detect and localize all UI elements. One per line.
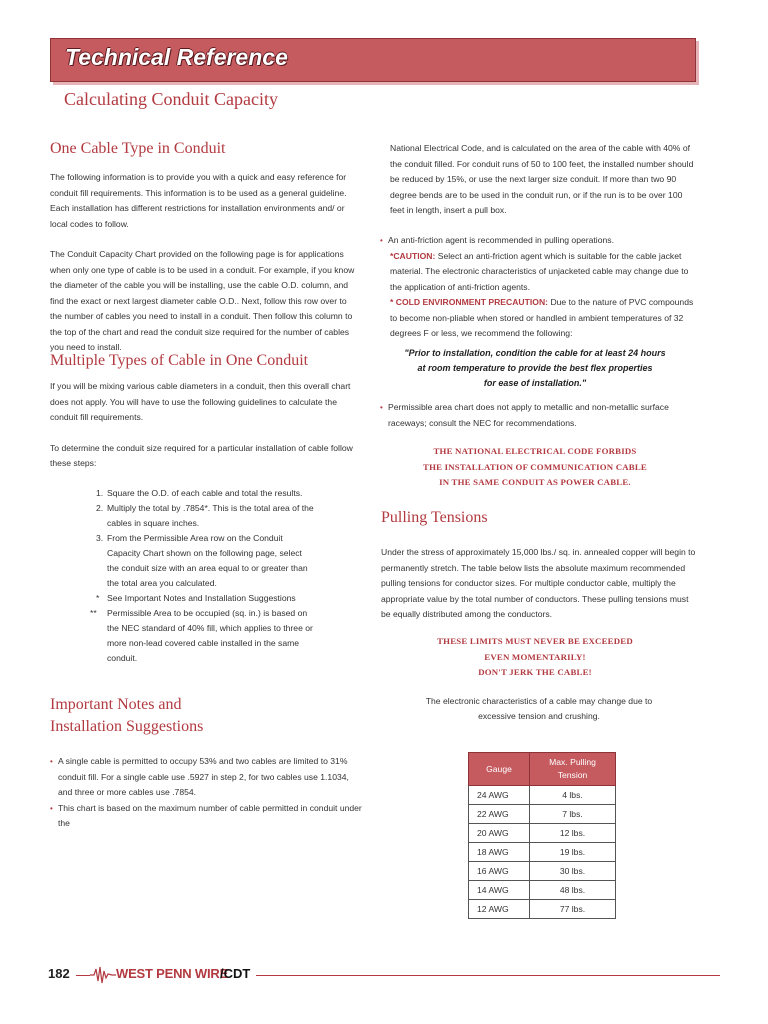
warning-line: DON'T JERK THE CABLE! [478, 667, 592, 677]
paragraph: If you will be mixing various cable diameters in a conduit, then this overall chart does not apply. You will have to use the following guidelines to calculate the conduit fill requirements. [50, 381, 351, 422]
warning-line: THE INSTALLATION OF COMMUNICATION CABLE [423, 461, 647, 472]
gauge-cell: 12 AWG [469, 900, 530, 919]
continued-text: National Electrical Code, and is calculated on the area of the cable with 40% of the conduit filled. For conduit runs of 50 to 100 feet, the installed number should be reduced by 15%, or use the next larger size conduit. If more than two 90 degree bends are to be used in the conduit run, or if the run is to be over 100 feet in length, insert a pull box. [390, 143, 694, 215]
step-text: See Important Notes and Installation Suggestions [107, 593, 296, 603]
table-row [469, 786, 616, 805]
gauge-cell: 20 AWG [469, 824, 530, 843]
gauge-cell: 22 AWG [469, 805, 530, 824]
nec-warning [380, 444, 690, 491]
bullet-icon: • [50, 803, 53, 813]
footer-rule-right [256, 975, 720, 976]
bullet-icon: • [380, 403, 383, 412]
quote-line: for ease of installation." [483, 378, 587, 388]
gauge-cell: 18 AWG [469, 843, 530, 862]
bullet-icon: • [50, 757, 53, 766]
important-notes-list [50, 754, 362, 832]
step-number: 2. [96, 503, 104, 513]
page-subtitle: Calculating Conduit Capacity [64, 89, 278, 109]
tension-change-note [380, 694, 698, 724]
gauge-cell: 24 AWG [469, 786, 530, 805]
conditioning-quote [380, 346, 690, 391]
note-text: This chart is based on the maximum number of cable permitted in conduit under the [58, 802, 362, 828]
title-line: Important Notes and [50, 696, 182, 713]
step-number: 1. [96, 488, 104, 498]
section-title-one-cable: One Cable Type in Conduit [50, 140, 226, 157]
raceway-note [380, 400, 698, 431]
list-item [96, 501, 316, 531]
step-number: 3. [96, 533, 104, 543]
step-text: Permissible Area to be occupied (sq. in.) is based on the NEC standard of 40% fill, which applies to three or more non-lead covered cable installed in the same conduit. [107, 608, 313, 663]
gauge-cell: 14 AWG [469, 881, 530, 900]
step-number: * [96, 593, 100, 603]
list-item [50, 801, 362, 832]
note-line: The electronic characteristics of a cable may change due to [425, 696, 653, 706]
footer-rule-left [76, 975, 90, 976]
cold-text: Due to the nature of PVC compounds to become non-pliable when stored or handled in ambient temperatures of 32 degrees F or less, we recommend the following: [390, 297, 694, 338]
steps-list [90, 486, 316, 666]
gauge-cell: 16 AWG [469, 862, 530, 881]
table-row [469, 881, 616, 900]
section-title-pulling-tensions: Pulling Tensions [381, 509, 488, 526]
table-row [469, 805, 616, 824]
column-header-tension [530, 753, 616, 786]
warning-line: THESE LIMITS MUST NEVER BE EXCEEDED [437, 636, 633, 646]
brand-logo-text: WEST PENN WIRE [116, 966, 229, 981]
bullet-text: Permissible area chart does not apply to metallic and non-metallic surface raceways; consult the NEC for recommendations. [388, 402, 669, 428]
table-row [469, 824, 616, 843]
limits-warning [380, 634, 690, 681]
step-text: Multiply the total by .7854*. This is the total area of the cables in square inches. [107, 503, 314, 528]
note-line: excessive tension and crushing. [478, 711, 600, 721]
table-row [469, 862, 616, 881]
tension-cell: 4 lbs. [530, 786, 616, 805]
section-title-important-notes [50, 694, 203, 738]
tension-cell: 12 lbs. [530, 824, 616, 843]
pulling-tensions-body: Under the stress of approximately 15,000 lbs./ sq. in. annealed copper will begin to permanently stretch. The table below lists the absolute maximum recommended pulling tensions for conductor sizes. For multiple conductor cable, multiply the appropriate value by the total number of conductors. These pulling tensions must be equally distributed among the conductors. [381, 547, 696, 619]
table-header-row [469, 753, 616, 786]
tension-cell: 30 lbs. [530, 862, 616, 881]
step-text: From the Permissible Area row on the Conduit Capacity Chart shown on the following page, select the conduit size with an area equal to or greater than the total area you calculated. [107, 533, 308, 588]
page-number: 182 [48, 966, 70, 981]
tension-cell: 7 lbs. [530, 805, 616, 824]
warning-line: THE NATIONAL ELECTRICAL CODE FORBIDS [433, 446, 637, 456]
table-row [469, 900, 616, 919]
title-line: Installation Suggestions [50, 718, 204, 735]
section-multiple-types-body [50, 379, 360, 472]
list-item [96, 486, 316, 501]
header-banner [50, 38, 696, 82]
caution-note [380, 249, 698, 296]
list-item [96, 591, 316, 606]
caution-label: *CAUTION: [390, 250, 436, 261]
list-item [90, 606, 316, 666]
quote-line: at room temperature to provide the best flex properties [417, 363, 653, 373]
tension-cell: 77 lbs. [530, 900, 616, 919]
list-item [380, 233, 698, 249]
warning-line: EVEN MOMENTARILY! [484, 651, 586, 662]
right-bullets [380, 233, 698, 342]
warning-line: IN THE SAME CONDUIT AS POWER CABLE. [439, 477, 631, 487]
step-number: ** [90, 608, 97, 618]
table-row [469, 843, 616, 862]
caution-text: Select an anti-friction agent which is suitable for the cable jacket material. The electronic characteristics of unjacketed cable may change due to the application of anti-friction agents. [390, 250, 689, 292]
list-item [50, 754, 362, 801]
pulling-tension-table [468, 752, 616, 919]
cold-environment-note [380, 295, 698, 342]
brand-suffix: /CDT [220, 966, 251, 981]
section-one-cable-body [50, 170, 360, 356]
paragraph: To determine the conduit size required for a particular installation of cable follow these steps: [50, 442, 353, 468]
list-item [380, 400, 698, 431]
header-line: Tension [557, 770, 588, 780]
paragraph: The Conduit Capacity Chart provided on the following page is for applications when only one type of cable is to be used in a conduit. For example, if you know the diameter of the cable you will be installing, use the cable O.D. column, and find the exact or next largest diameter cable O.D.. Next, follow this row over to the number of cables you need to install in a conduit. Then follow this column to the top of the chart and read the conduit size required for the number of cables you need to install. [50, 249, 355, 352]
bullet-icon: • [380, 236, 383, 245]
tension-cell: 48 lbs. [530, 881, 616, 900]
signal-wave-icon [90, 965, 116, 985]
list-item [96, 531, 316, 591]
step-text: Square the O.D. of each cable and total the results. [107, 488, 303, 498]
bullet-text: An anti-friction agent is recommended in pulling operations. [388, 235, 614, 245]
tension-cell: 19 lbs. [530, 843, 616, 862]
page-footer [48, 962, 720, 986]
column-header-gauge: Gauge [469, 753, 530, 786]
banner-title: Technical Reference [65, 44, 288, 70]
paragraph: The following information is to provide you with a quick and easy reference for conduit fill requirements. This information is to be used as a general guideline. Each installation has different restrictions for installation environments and/ or local codes to follow. [50, 172, 347, 229]
section-title-multiple-types: Multiple Types of Cable in One Conduit [50, 352, 309, 369]
header-line: Max. Pulling [549, 757, 596, 767]
note-text: A single cable is permitted to occupy 53% and two cables are limited to 31% conduit fill. For a single cable use .5927 in step 2, for two cables use 1.1034, and three or more cables use .7854. [58, 756, 349, 797]
quote-line: "Prior to installation, condition the cable for at least 24 hours [404, 348, 666, 358]
cold-label: * COLD ENVIRONMENT PRECAUTION: [390, 297, 549, 307]
